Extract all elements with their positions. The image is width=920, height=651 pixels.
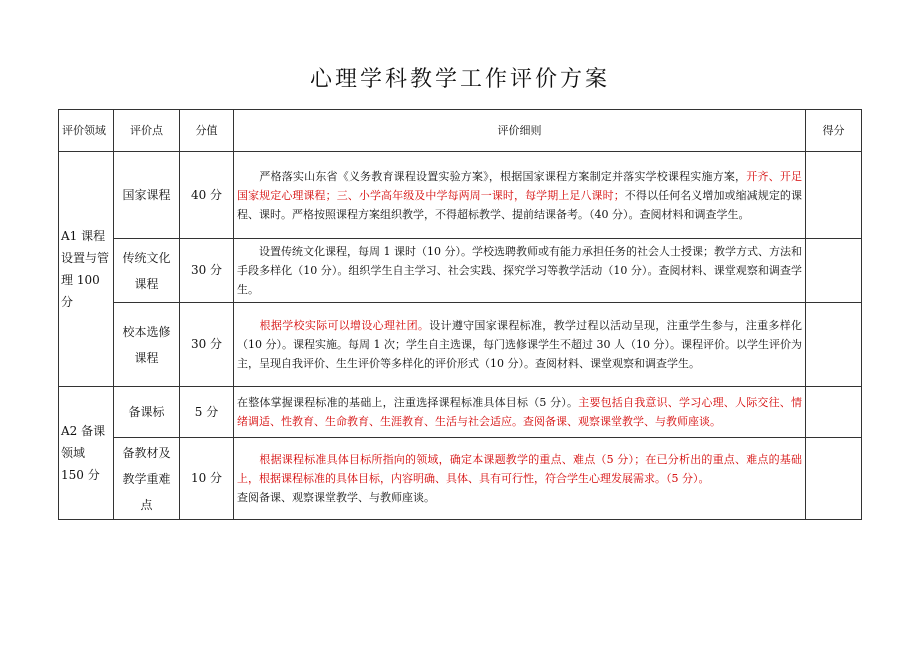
point-cell: 备课标 <box>114 387 180 438</box>
score-cell: 30 分 <box>180 239 234 303</box>
detail-cell <box>234 152 806 239</box>
point-cell: 传统文化课程 <box>114 239 180 303</box>
point-cell: 校本选修课程 <box>114 303 180 387</box>
header-score: 分值 <box>180 110 234 152</box>
domain-cell: A1 课程设置与管理 100 分 <box>59 152 114 387</box>
point-cell: 备教材及教学重难点 <box>114 438 180 520</box>
gain-cell[interactable] <box>806 387 862 438</box>
detail-text: 在整体掌握课程标准的基础上，注重选择课程标准具体目标（5 分）。 <box>237 396 579 409</box>
score-cell: 10 分 <box>180 438 234 520</box>
gain-cell[interactable] <box>806 152 862 239</box>
point-cell: 国家课程 <box>114 152 180 239</box>
header-gain: 得分 <box>806 110 862 152</box>
table-row <box>59 152 862 239</box>
table-header-row <box>59 110 862 152</box>
evaluation-table <box>58 109 862 520</box>
detail-cell <box>234 438 806 520</box>
score-cell: 5 分 <box>180 387 234 438</box>
detail-text: 设计遵守国家课程标准，教学过程以活动呈现，注重学生参与，注重多样化（10 分）。课程实施。每周 1 次；学生自主选课，每门选修课学生不超过 30 人（10 分）。课程评价。以学生评价为主，呈现自我评价、生生评价等多样化的评价形式（10 分）。查阅材料、课堂观察和调查学生。 <box>237 319 802 370</box>
domain-cell: A2 备课领域 150 分 <box>59 387 114 520</box>
detail-cell <box>234 239 806 303</box>
header-detail: 评价细则 <box>234 110 806 152</box>
gain-cell[interactable] <box>806 438 862 520</box>
detail-text: 严格落实山东省《义务教育课程设置实验方案》，根据国家课程方案制定并落实学校课程实施方案， <box>237 169 747 183</box>
header-domain: 评价领域 <box>59 110 114 152</box>
table-row <box>59 438 862 520</box>
detail-cell <box>234 387 806 438</box>
table-row <box>59 387 862 438</box>
detail-text-highlight: 根据学校实际可以增设心理社团。 <box>237 319 430 332</box>
detail-text: 设置传统文化课程，每周 1 课时（10 分）。学校选聘教师或有能力承担任务的社会人士授课；教学方式、方法和手段多样化（10 分）。组织学生自主学习、社会实践、探究学习等教学活动（10 分）。查阅材料、课堂观察和调查学生。 <box>237 245 802 296</box>
detail-text-highlight: 根据课程标准具体目标所指向的领域，确定本课题教学的重点、难点（5 分）；在已分析出的重点、难点的基础上，根据课程标准的具体目标，内容明确、具体、具有可行性，符合学生心理发展需求。（5 分）。 <box>237 453 802 485</box>
detail-text: 查阅备课、观察课堂教学、与教师座谈。 <box>237 491 435 504</box>
header-point: 评价点 <box>114 110 180 152</box>
score-cell: 40 分 <box>180 152 234 239</box>
gain-cell[interactable] <box>806 303 862 387</box>
detail-text-highlight: 开齐、开足国家规定心理课程；三、小学高年级及中学每两周一课时，每学期上足八课时； <box>237 169 803 202</box>
detail-cell <box>234 303 806 387</box>
gain-cell[interactable] <box>806 239 862 303</box>
table-row <box>59 239 862 303</box>
table-row <box>59 303 862 387</box>
page-title: 心理学科教学工作评价方案 <box>309 67 610 92</box>
detail-text: 不得以任何名义增加或缩减规定的课程、课时。严格按照课程方案组织教学，不得超标教学、提前结课备考。（40 分）。查阅材料和调查学生。 <box>237 188 802 221</box>
score-cell: 30 分 <box>180 303 234 387</box>
detail-text-highlight: 主要包括自我意识、学习心理、人际交往、情绪调适、性教育、生命教育、生涯教育、生活与社会适应。查阅备课、观察课堂教学、与教师座谈。 <box>237 396 803 428</box>
